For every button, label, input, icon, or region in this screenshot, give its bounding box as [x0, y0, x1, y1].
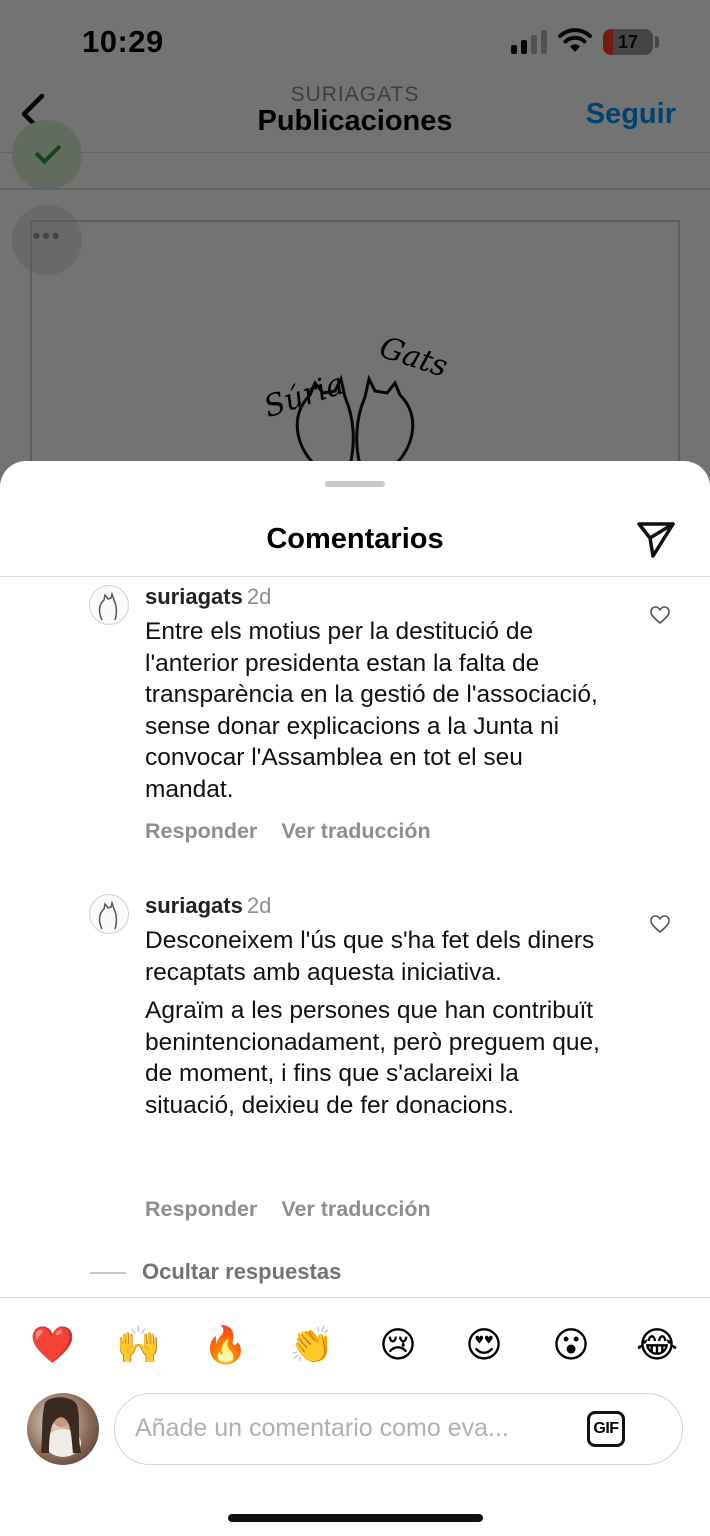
comment-text [145, 616, 615, 805]
raised-hands-emoji[interactable]: 🙌 [116, 1324, 161, 1365]
reply-button[interactable]: Responder [145, 1197, 258, 1221]
heart-icon[interactable] [650, 915, 670, 933]
comment-username[interactable] [145, 584, 271, 610]
emoji-quick-reactions [0, 1323, 710, 1373]
avatar[interactable] [89, 894, 129, 934]
comment-composer [114, 1393, 683, 1465]
comment-paragraph: Entre els motius per la destitució de l'anterior presidenta estan la falta de transparència en la gestió de l'associació, sense donar explicacions a la Junta ni convocar l'Assamblea en tot el seu mandat. [145, 618, 598, 803]
see-translation-button[interactable]: Ver traducción [281, 1197, 431, 1221]
heart-eyes-emoji[interactable]: 😍 [465, 1324, 503, 1365]
comments-sheet [0, 461, 710, 1536]
clapping-hands-emoji[interactable]: 👏 [289, 1324, 334, 1365]
comment-paragraph: Desconeixem l'ús que s'ha fet dels diners recaptats amb aquesta iniciativa. [145, 927, 595, 986]
comment-paragraph: Agraïm a les persones que han contribuït benintencionadament, però preguem que, de moment, i fins que s'aclareixi la situació, deixieu de fer donacions. [145, 997, 600, 1119]
laughing-tears-emoji[interactable]: 😂 [635, 1324, 679, 1365]
emoji-divider [0, 1297, 710, 1298]
comment-username[interactable] [145, 893, 271, 919]
see-translation-button[interactable]: Ver traducción [281, 819, 431, 843]
reply-button[interactable]: Responder [145, 819, 258, 843]
comment-time: 2d [246, 584, 272, 609]
heart-icon[interactable] [650, 606, 670, 624]
user-avatar [27, 1393, 99, 1465]
surprised-face-emoji[interactable]: 😮 [552, 1324, 590, 1365]
comment-input[interactable] [135, 1414, 545, 1443]
comment-actions [145, 1197, 431, 1222]
comment-text [145, 925, 615, 1121]
crying-face-emoji[interactable]: 😢 [379, 1324, 417, 1365]
comment-actions [145, 819, 431, 844]
sheet-grabber[interactable] [325, 481, 385, 487]
heart-emoji[interactable]: ❤️ [30, 1324, 75, 1365]
share-icon[interactable] [636, 521, 676, 559]
sheet-divider [0, 576, 710, 577]
replies-line [90, 1272, 126, 1274]
home-indicator [228, 1514, 483, 1522]
comment-time: 2d [246, 893, 272, 918]
username-text[interactable]: suriagats [145, 893, 243, 918]
fire-emoji[interactable]: 🔥 [203, 1324, 248, 1365]
gif-button[interactable]: GIF [587, 1411, 625, 1447]
hide-replies-button[interactable] [90, 1259, 341, 1285]
username-text[interactable]: suriagats [145, 584, 243, 609]
avatar[interactable] [89, 585, 129, 625]
hide-replies-label[interactable]: Ocultar respuestas [142, 1259, 342, 1284]
sheet-title: Comentarios [266, 523, 444, 555]
